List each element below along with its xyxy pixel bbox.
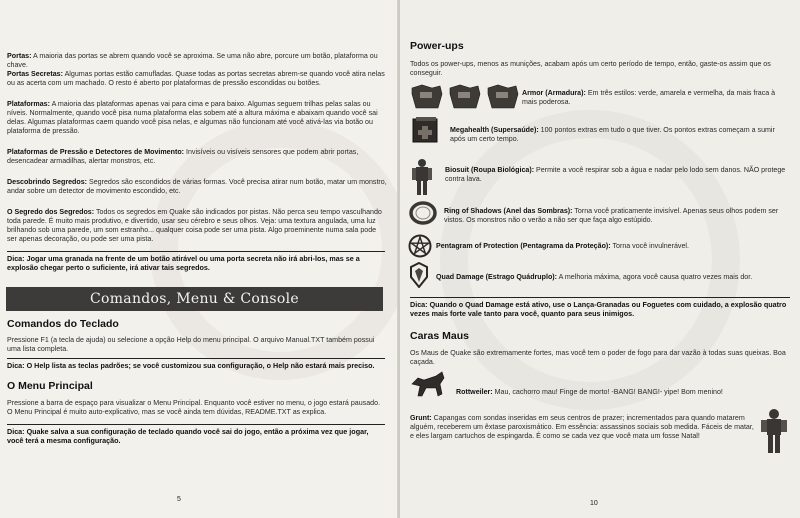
biosuit-paragraph: Biosuit (Roupa Biológica): Permite a você respirar sob a água e nadar pelo lodo sem danos. NÃO protege contra lava. (445, 166, 786, 183)
section-banner: Comandos, Menu & Console (6, 287, 383, 311)
biosuit-icon (412, 158, 432, 196)
tip-config: Dica: Quake salva a sua configuração de teclado quando você sai do jogo, então a próxima vez que jogar, você terá a mesma configuração. (7, 424, 385, 445)
armor-paragraph: Armor (Armadura): Em três estilos: verde, amarela e vermelha, da mais fraca à mais poderosa. (522, 89, 776, 106)
secret-of-secrets-paragraph: O Segredo dos Segredos: Todos os segredos em Quake são indicados por pistas. Não perca seu tempo vasculhando toda parede. É muito mais produtivo, e divertido, usar seu cérebro e seus olhos. Veja: uma textura angulada, uma luz brilhando sob uma parede, um som estranho... qualquer coisa pode ser uma pista. Algo proeminente numa sala pode ser apenas decoração, ou pode ser uma pista. (7, 208, 382, 243)
megahealth-icon (412, 116, 440, 144)
menu-paragraph: Pressione a barra de espaço para visualizar o Menu Principal. Enquanto você estiver no menu, o jogo estará pausado. O Menu Principal é muito auto-explicativo, mas se você ainda tem dúvidas, README.TXT as explica. (7, 399, 381, 416)
tip-quad: Dica: Quando o Quad Damage está ativo, use o Lança-Granadas ou Foguetes com cuidado, a explosão quatro vezes mais forte vale tanto para você, quanto para seus inimigos. (410, 297, 790, 318)
platforms-paragraph: Plataformas: A maioria das plataformas apenas vai para cima e para baixo. Algumas seguem trilhas pelas salas ou níveis. Normalmente, quando você pisa numa plataforma elas sobem até a altura máxima e abaixam quando você sai delas. Algumas plataformas caem quando você pisa nelas, e algumas não funcionam até você ativá-las via botão ou plataforma de pressão. (7, 100, 378, 135)
right-page (400, 0, 800, 518)
quad-damage-paragraph: Quad Damage (Estrago Quádruplo): A melhoria máxima, agora você causa quatro vezes mais dor. (436, 273, 753, 281)
grunt-icon (760, 408, 788, 454)
grunt-paragraph: Grunt: Capangas com sondas inseridas em seus centros de prazer; incrementados para quando matarem alguém, receberem um êxtase paroxismático. Em essência: assassinos sociais sob medida. Fáceis de matar, e eles largam cartuchos de espingarda. É como se cada vez que você mata um fosse Natal! (410, 414, 754, 440)
bad-guys-intro: Os Maus de Quake são extremamente fortes, mas você tem o poder de fogo para dar vazão à todas suas queixas. Boa caçada. (410, 349, 786, 366)
discover-secrets-paragraph: Descobrindo Segredos: Segredos são escondidos de várias formas. Você precisa atirar num botão, matar um monstro, andar sobre um detector de movimento escondido, etc. (7, 178, 387, 195)
tip-grenade: Dica: Jogar uma granada na frente de um botão atirável ou uma porta secreta não irá abri-los, mas se a explosão chegar perto o suficiente, irá ativar tais segredos. (7, 251, 385, 272)
pentagram-paragraph: Pentagram of Protection (Pentagrama da Proteção): Torna você invulnerável. (436, 242, 689, 250)
ring-paragraph: Ring of Shadows (Anel das Sombras): Torna você praticamente invisível. Apenas seus olhos podem ser vistos. Os monstros não o verão a não ser que faça algo estúpido. (444, 207, 779, 224)
powerups-heading: Power-ups (410, 40, 464, 52)
keys-paragraph: Pressione F1 (a tecla de ajuda) ou selecione a opção Help do menu principal. O arquivo Manual.TXT também possui uma lista completa. (7, 336, 375, 353)
secret-doors-paragraph: Portas Secretas: Algumas portas estão camufladas. Quase todas as portas secretas abrem-se quando você atira nelas ou as acerta com um machado. O resto é aberto por plataformas de pressão escondidas ou botões. (7, 70, 385, 87)
quad-damage-icon (408, 262, 430, 288)
pressure-plates-paragraph: Plataformas de Pressão e Detectores de Movimento: Invisíveis ou visíveis sensores que podem abrir portas, desencadear armadilhas, alertar monstros, etc. (7, 148, 359, 165)
left-page (0, 0, 398, 518)
rottweiler-paragraph: Rottweiler: Mau, cachorro mau! Finge de morto! -BANG! BANG!- yipe! Bom menino! (456, 388, 723, 396)
menu-heading: O Menu Principal (7, 380, 93, 392)
bad-guys-heading: Caras Maus (410, 330, 469, 342)
keys-heading: Comandos do Teclado (7, 318, 119, 330)
armor-icon (410, 84, 520, 110)
pentagram-icon (408, 234, 432, 258)
megahealth-paragraph: Megahealth (Supersaúde): 100 pontos extras em tudo o que tiver. Os pontos extras começam a sumir após um certo tempo. (450, 126, 775, 143)
rottweiler-icon (410, 368, 446, 398)
page-number-right: 10 (590, 500, 598, 507)
page-number-left: 5 (177, 496, 181, 503)
tip-help: Dica: O Help lista as teclas padrões; se você customizou sua configuração, o Help não estará mais preciso. (7, 358, 385, 370)
powerups-intro: Todos os power-ups, menos as munições, acabam após um certo período de tempo, então, gaste-os assim que os conseguir. (410, 60, 771, 77)
ring-of-shadows-icon (408, 200, 438, 226)
doors-paragraph: Portas: A maioria das portas se abrem quando você se aproxima. Se uma não abre, porcure um botão, plataforma ou chave. (7, 52, 378, 69)
